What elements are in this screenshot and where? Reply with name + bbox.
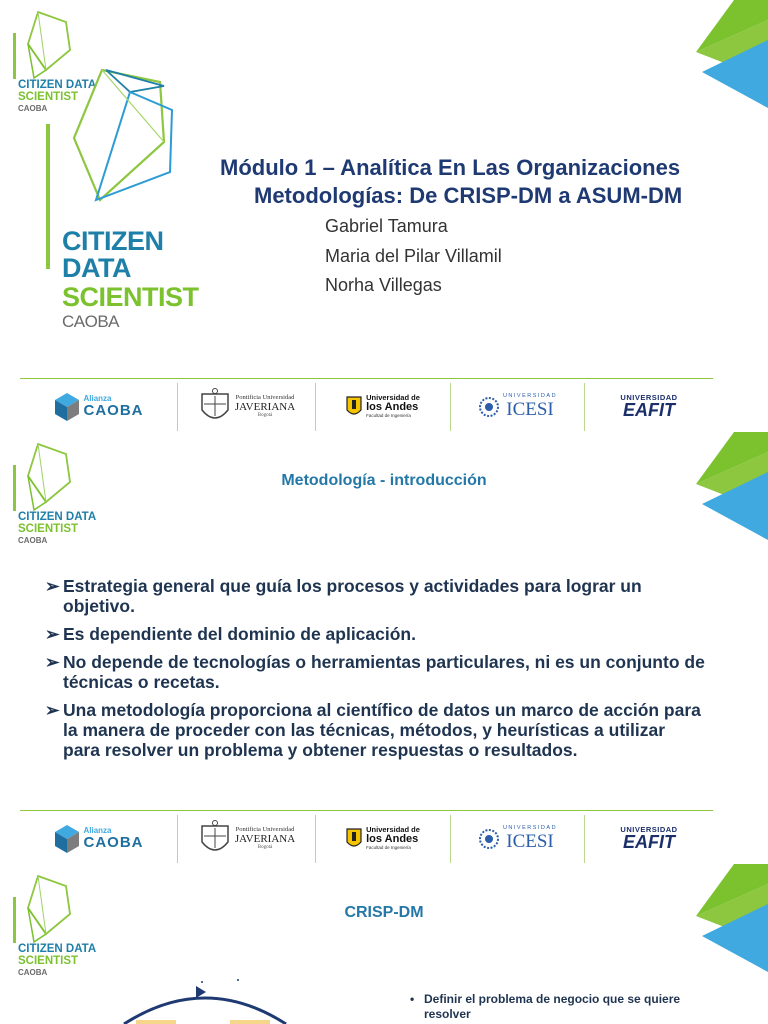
citizen-data-scientist-logo-large (40, 60, 210, 331)
uniandes-faculty-text: Facultad de Ingeniería (366, 844, 411, 850)
logo-line1: CITIZEN DATA (18, 79, 97, 91)
javeriana-text: JAVERIANA (234, 400, 296, 413)
partner-logos-strip (20, 378, 713, 432)
uniandes-logo (316, 815, 451, 863)
icesi-sun-icon (478, 396, 500, 418)
crisp-dm-cycle-diagram (110, 972, 300, 1024)
crisp-bullet-text: Definir el problema de negocio que se quiere resolver (424, 992, 681, 1021)
icesi-logo (451, 383, 585, 431)
arrow-bullet-icon: ➢ (45, 700, 60, 720)
presentation-title: Módulo 1 – Analítica En Las Organizaciones (220, 155, 681, 180)
javeriana-logo (178, 815, 316, 863)
logo-large-line1: CITIZEN DATA (62, 226, 164, 283)
logo-line1: CITIZEN DATA (18, 943, 97, 955)
bullet-text: Es dependiente del dominio de aplicación. (63, 624, 416, 644)
javeriana-city-text: Bogotá (257, 845, 273, 851)
corner-shape-icon (678, 0, 768, 110)
citizen-data-scientist-logo-small (10, 440, 130, 560)
uniandes-faculty-text: Facultad de Ingeniería (366, 412, 411, 418)
bullet-text: No depende de tecnologías o herramientas particulares, ni es un conjunto de técnicas o recetas. (63, 652, 705, 692)
caoba-text: CAOBA (83, 402, 144, 419)
uniandes-text: los Andes (366, 833, 419, 846)
javeriana-crest-icon (198, 388, 232, 426)
author-3: Norha Villegas (325, 275, 442, 295)
bullet-list (45, 576, 705, 768)
bullet-dot-icon: • (410, 992, 415, 1006)
javeriana-text: JAVERIANA (234, 832, 296, 845)
javeriana-city-text: Bogotá (257, 413, 273, 419)
presentation-subtitle: Metodologías: De CRISP-DM a ASUM-DM (254, 183, 683, 208)
slide-title (0, 0, 768, 432)
caoba-small-text: Alianza (83, 826, 112, 835)
bullet-item (45, 624, 705, 644)
logo-line3: CAOBA (18, 536, 48, 545)
arrow-bullet-icon: ➢ (45, 652, 60, 672)
eafit-small-text: UNIVERSIDAD (620, 824, 678, 834)
javeriana-small-text: Pontificia Universidad (235, 825, 295, 833)
eafit-logo (585, 383, 713, 431)
uniandes-shield-icon (346, 828, 362, 850)
javeriana-logo (178, 383, 316, 431)
caoba-text: CAOBA (83, 834, 144, 851)
bullet-item (45, 652, 705, 692)
bullet-text: Estrategia general que guía los procesos y actividades para lograr un objetivo. (63, 576, 642, 616)
eafit-small-text: UNIVERSIDAD (620, 392, 678, 402)
icesi-text: ICESI (506, 830, 554, 852)
uniandes-logo (316, 383, 451, 431)
arrow-bullet-icon: ➢ (45, 624, 60, 644)
icesi-sun-icon (478, 828, 500, 850)
slide-heading: Metodología - introducción (281, 472, 487, 489)
partner-logos-strip (20, 810, 713, 864)
crisp-bullet (410, 992, 710, 1022)
uniandes-text: los Andes (366, 401, 419, 414)
caoba-cube-icon (54, 824, 80, 854)
bullet-item (45, 700, 705, 760)
bullet-text: Una metodología proporciona al científico de datos un marco de acción para la manera de proceder con las técnicas, métodos, y heurísticas a utilizar para resolver un problema y obtener respuestas o resultados. (63, 700, 701, 760)
bullet-item (45, 576, 705, 616)
logo-line3: CAOBA (18, 968, 48, 977)
uniandes-small-text: Universidad de (366, 825, 420, 835)
author-2: Maria del Pilar Villamil (325, 246, 502, 266)
caoba-logo (20, 815, 178, 863)
logo-line2: SCIENTIST (18, 522, 79, 535)
icesi-small-text: UNIVERSIDAD (502, 393, 558, 400)
slide-heading: CRISP-DM (344, 904, 424, 921)
eafit-text: EAFIT (623, 832, 675, 853)
caoba-cube-icon (54, 392, 80, 422)
uniandes-small-text: Universidad de (366, 393, 420, 403)
javeriana-crest-icon (198, 820, 232, 858)
logo-line2: SCIENTIST (18, 954, 79, 967)
javeriana-small-text: Pontificia Universidad (235, 393, 295, 401)
slide-metodologia (0, 432, 768, 864)
logo-line1: CITIZEN DATA (18, 511, 97, 523)
caoba-logo (20, 383, 178, 431)
author-1: Gabriel Tamura (325, 216, 448, 236)
logo-large-line2: SCIENTIST (62, 282, 199, 312)
eafit-text: EAFIT (623, 400, 675, 421)
logo-large-line3: CAOBA (62, 312, 120, 331)
icesi-small-text: UNIVERSIDAD (502, 825, 558, 832)
eafit-logo (585, 815, 713, 863)
icesi-text: ICESI (506, 398, 554, 420)
icesi-logo (451, 815, 585, 863)
caoba-small-text: Alianza (83, 394, 112, 403)
slide-crisp-dm (0, 864, 768, 1024)
uniandes-shield-icon (346, 396, 362, 418)
logo-line2: SCIENTIST (18, 90, 79, 103)
logo-line3: CAOBA (18, 104, 48, 113)
arrow-bullet-icon: ➢ (45, 576, 60, 596)
